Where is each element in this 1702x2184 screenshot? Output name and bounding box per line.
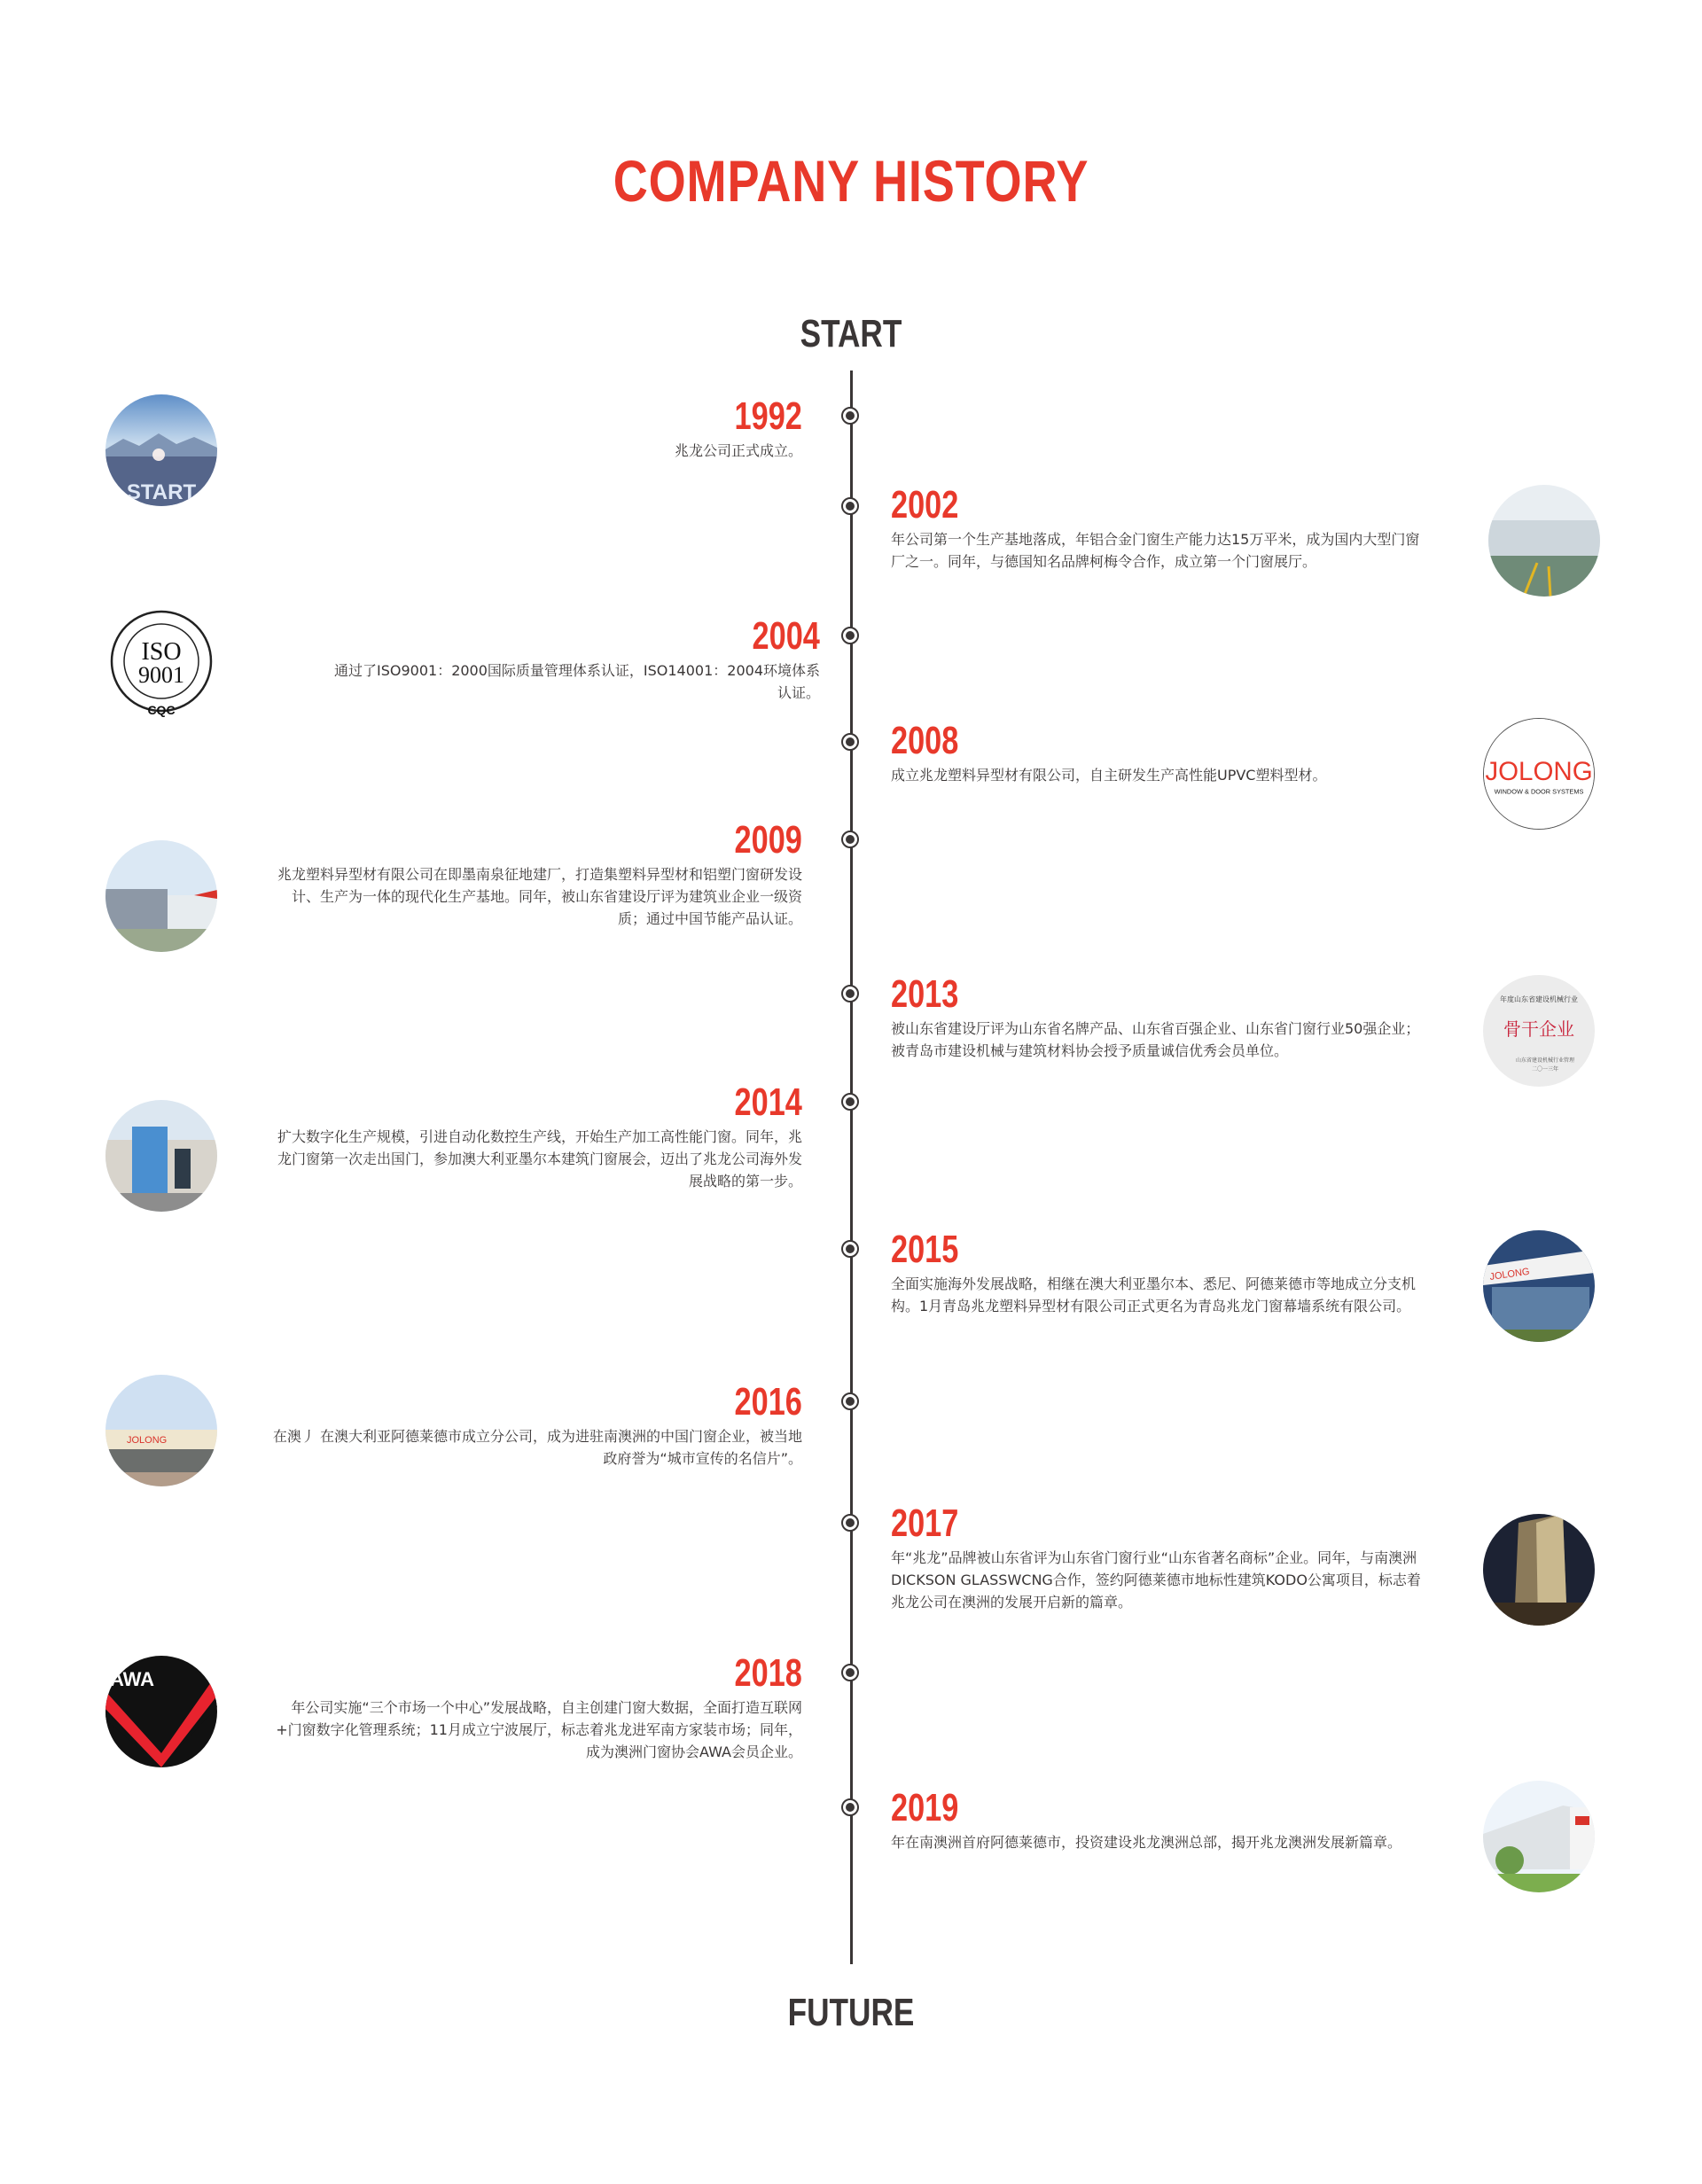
timeline-node-2017 <box>841 1514 859 1532</box>
road-start-photo <box>105 394 217 506</box>
entry-description: 兆龙塑料异型材有限公司在即墨南泉征地建厂，打造集塑料异型材和铝塑门窗研发设计、生产为一体的现代化生产基地。同年，被山东省建设厅评为建筑业企业一级资质；通过中国节能产品认证。 <box>277 866 802 927</box>
timeline-entry-1992 <box>270 394 802 462</box>
timeline-node-2008 <box>841 733 859 751</box>
page-title: COMPANY HISTORY <box>613 148 1089 214</box>
entry-description: 被山东省建设厅评为山东省名牌产品、山东省百强企业、山东省门窗行业50强企业；被青岛市建设机械与建筑材料协会授予质量诚信优秀会员单位。 <box>891 1020 1420 1059</box>
entry-description: 全面实施海外发展战略，相继在澳大利亚墨尔本、悉尼、阿德莱德市等地成立分支机构。1月青岛兆龙塑料异型材有限公司正式更名为青岛兆龙门窗幕墙系统有限公司。 <box>891 1275 1417 1314</box>
kodo-tower-photo <box>1483 1514 1595 1626</box>
entry-description: 年公司实施“三个市场一个中心”发展战略，自主创建门窗大数据，全面打造互联网+门窗数字化管理系统；11月成立宁波展厅，标志着兆龙进军南方家装市场；同年，成为澳洲门窗协会AWA会员企业。 <box>276 1699 802 1760</box>
entry-description: 通过了ISO9001：2000国际质量管理体系认证，ISO14001：2004环境体系认证。 <box>334 662 820 701</box>
year-label: 2017 <box>891 1502 959 1545</box>
timeline-entry-2002 <box>891 483 1432 573</box>
year-label: 2019 <box>891 1786 959 1829</box>
timeline-node-2015 <box>841 1240 859 1258</box>
entry-description: 扩大数字化生产规模，引进自动化数控生产线，开始生产加工高性能门窗。同年，兆龙门窗第一次走出国门，参加澳大利亚墨尔本建筑门窗展会，迈出了兆龙公司海外发展战略的第一步。 <box>277 1128 802 1190</box>
year-label: 2002 <box>891 483 959 526</box>
svg-text:WINDOW & DOOR SYSTEMS: WINDOW & DOOR SYSTEMS <box>1494 787 1584 796</box>
adelaide-showroom-photo <box>105 1375 217 1486</box>
svg-text:JOLONG: JOLONG <box>1488 1266 1531 1283</box>
year-label: 2008 <box>891 719 959 762</box>
svg-text:START: START <box>126 480 197 504</box>
year-label: 2016 <box>734 1380 802 1424</box>
svg-text:CQC: CQC <box>147 703 176 717</box>
timeline-node-2018 <box>841 1664 859 1681</box>
year-label: 2014 <box>734 1080 802 1124</box>
svg-text:JOLONG: JOLONG <box>1485 756 1593 786</box>
year-label: 2013 <box>891 972 959 1016</box>
iso9001-cqc-logo <box>105 608 217 720</box>
svg-text:AWA: AWA <box>109 1668 155 1690</box>
timeline-node-2019 <box>841 1798 859 1816</box>
entry-description: 年在南澳洲首府阿德莱德市，投资建设兆龙澳洲总部，揭开兆龙澳洲发展新篇章。 <box>891 1834 1402 1851</box>
year-label: 2004 <box>752 614 820 658</box>
year-label: 2015 <box>891 1228 959 1271</box>
timeline-end-label: FUTURE <box>787 1991 915 2034</box>
entry-description: 年公司第一个生产基地落成，年铝合金门窗生产能力达15万平米，成为国内大型门窗厂之一。同年，与德国知名品牌柯梅令合作，成立第一个门窗展厅。 <box>891 531 1420 570</box>
year-label: 2009 <box>734 818 802 862</box>
timeline-node-2016 <box>841 1392 859 1410</box>
svg-text:ISO: ISO <box>141 638 182 666</box>
svg-text:JOLONG: JOLONG <box>127 1435 168 1446</box>
timeline-entry-2015 <box>891 1230 1423 1317</box>
timeline-entry-2009 <box>270 818 802 930</box>
office-building-photo <box>105 1100 217 1212</box>
timeline-node-2002 <box>841 497 859 515</box>
entry-description: 年“兆龙”品牌被山东省评为山东省门窗行业“山东省著名商标”企业。同年，与南澳洲DICKSON GLASSWCNG合作，签约阿德莱德市地标性建筑KODO公寓项目，标志着兆龙公司在澳洲的发展开启新的篇章。 <box>891 1549 1421 1611</box>
timeline-node-1992 <box>841 407 859 425</box>
entry-description: 在澳丿 在澳大利亚阿德莱德市成立分公司，成为进驻南澳洲的中国门窗企业，被当地政府誉为“城市宣传的名信片”。 <box>272 1428 802 1467</box>
timeline-entry-2004 <box>270 614 820 704</box>
svg-text:年度山东省建设机械行业: 年度山东省建设机械行业 <box>1500 995 1578 1003</box>
timeline-start-label: START <box>800 312 902 355</box>
timeline-node-2004 <box>841 627 859 644</box>
timeline-line <box>850 370 853 1964</box>
svg-text:二〇一三年: 二〇一三年 <box>1531 1066 1559 1072</box>
timeline-entry-2013 <box>891 972 1423 1062</box>
svg-text:骨干企业: 骨干企业 <box>1503 1018 1574 1040</box>
timeline-entry-2014 <box>270 1080 802 1192</box>
backbone-enterprise-certificate <box>1483 975 1595 1087</box>
year-label: 2018 <box>734 1651 802 1695</box>
timeline-entry-2016 <box>270 1380 802 1470</box>
timeline-node-2009 <box>841 831 859 848</box>
timeline-entry-2019 <box>891 1786 1476 1853</box>
year-label: 1992 <box>734 394 802 438</box>
awa-logo <box>105 1656 217 1767</box>
timeline-entry-2018 <box>270 1651 802 1763</box>
svg-text:9001: 9001 <box>138 662 184 688</box>
entry-description: 兆龙公司正式成立。 <box>674 442 802 459</box>
timeline-entry-2008 <box>891 719 1423 786</box>
jolong-storefront-photo <box>1483 1230 1595 1342</box>
factory-floor-photo <box>1488 485 1600 597</box>
factory-building-photo <box>105 840 217 952</box>
headquarters-rendering <box>1483 1781 1595 1892</box>
entry-description: 成立兆龙塑料异型材有限公司，自主研发生产高性能UPVC塑料型材。 <box>891 767 1327 784</box>
svg-text:山东省建设机械行业管理: 山东省建设机械行业管理 <box>1515 1057 1575 1064</box>
timeline-entry-2017 <box>891 1504 1423 1613</box>
timeline-node-2014 <box>841 1093 859 1111</box>
timeline-node-2013 <box>841 985 859 1002</box>
jolong-logo <box>1483 718 1595 830</box>
